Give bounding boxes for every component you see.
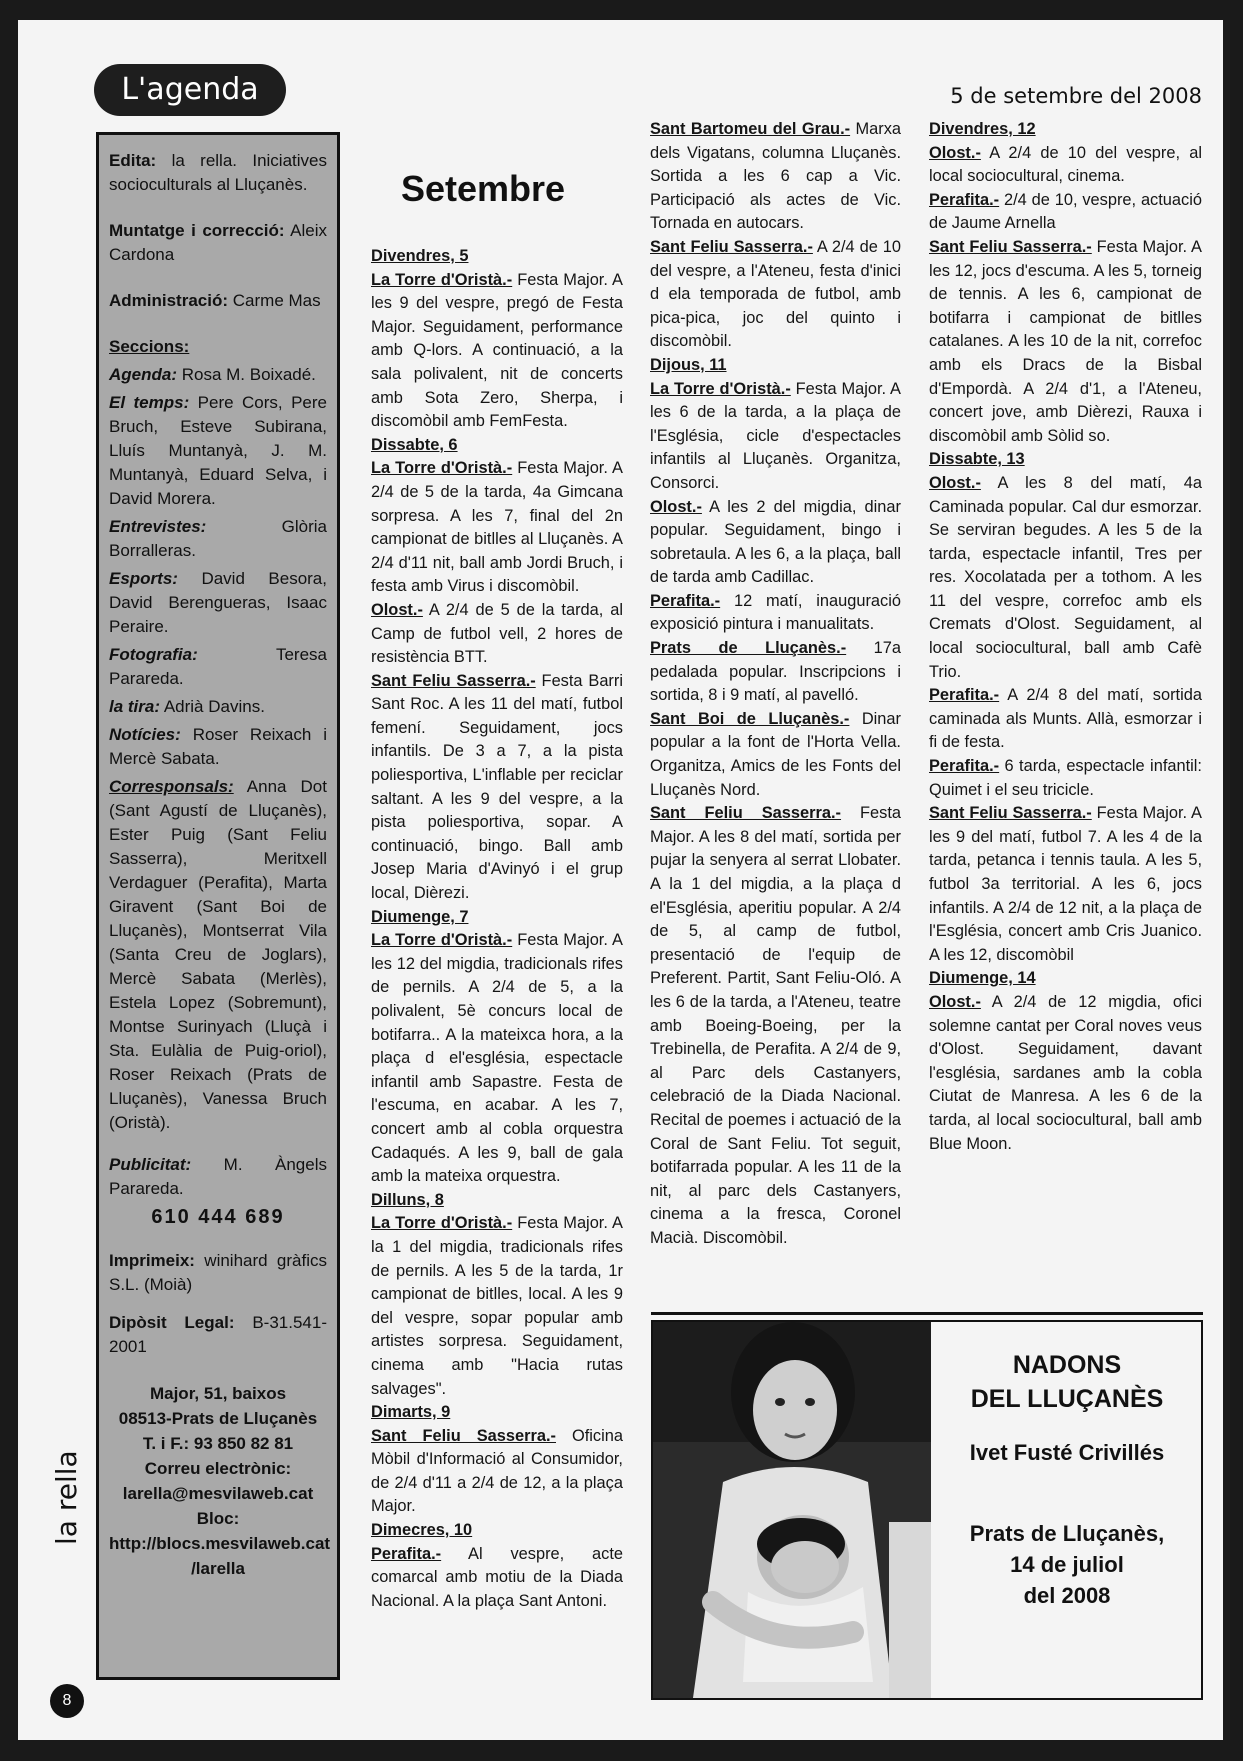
village-name: Sant Feliu Sasserra.- [650,804,842,823]
event-entry: Sant Feliu Sasserra.- Festa Barri Sant Roc. A les 11 del matí, futbol femení. Seguidament, jocs infantils. De 3 a 7, a la pista poliesportiva, L'inflable per reciclar saltant. A les 9 del vespre, a la pista poliesportiva, sopar. A continuació, bingo. Ball amb Josep Maria d'Avinyó i el grup local, Dièrezi. [371,671,623,903]
event-entry: La Torre d'Oristà.- Festa Major. A la 1 del migdia, tradicionals rifes de pernils. A les 5 de la tarda, 1r campionat de bitlles, local. A les 9 del vespre, sopar popular amb artistes sorpresa. Seguidament, cinema amb "Hacia rutas salvages". [371,1214,623,1398]
day-heading: Dimecres, 10 [371,1521,473,1540]
agenda-column-2 [650,118,901,1251]
event-entry: Olost.- A 2/4 de 10 del vespre, al local sociocultural, cinema. [929,143,1202,186]
credit-muntatge: Muntatge i correcció: Aleix Cardona [109,221,327,264]
credit-corresponsals: Corresponsals: Anna Dot (Sant Agustí de Lluçanès), Ester Puig (Sant Feliu Sasserra), Meritxell Verdaguer (Perafita), Marta Giravent (Sant Boi de Lluçanès), Montserrat Vila (Santa Creu de Joglars), Mercè Sabata (Merlès), Estela Lopez (Sobremunt), Montse Surinyach (Lluçà i Sta. Eulàlia de Puig-oriol), Roser Reixach (Prats de Lluçanès), Vanessa Bruch (Oristà). [109,777,327,1132]
address-line: larella@mesvilaweb.cat [122,1484,314,1503]
day-heading: Dijous, 11 [650,355,727,374]
day-heading: Dimarts, 9 [371,1403,451,1422]
village-name: La Torre d'Oristà.- [371,270,513,289]
day-heading: Divendres, 12 [929,120,1036,138]
village-name: Sant Boi de Lluçanès.- [650,709,850,728]
event-entry: Olost.- A 2/4 de 12 migdia, ofici solemne cantat per Coral noves veus d'Olost. Seguidament, davant l'església, sardanes amb la cobla Ciutat de Manresa. A les 6 de la tarda, al local sociocultural, ball amb Blue Moon. [929,992,1202,1153]
day-heading: Diumenge, 7 [371,907,469,926]
nadons-box [651,1320,1203,1700]
issue-date: 5 de setembre del 2008 [950,84,1202,108]
agenda-column-3 [929,118,1202,1156]
credits-box [96,132,340,1680]
event-entry: La Torre d'Oristà.- Festa Major. A les 12 del migdia, tradicionals rifes de pernils. A 2/4 de 5, a la polivalent, 5è concurs local de botifarra.. A la mateixca hora, a la plaça d el'església, espectacle infantil amb Sapastre. Festa de l'escuma, en acabar. A les 7, concert amb al cobla orquestra Cadaqués. A les 9, ball de gala amb la mateixa orquestra. [371,931,623,1186]
village-name: Perafita.- [650,591,721,610]
village-name: La Torre d'Oristà.- [371,1214,513,1233]
event-entry: Perafita.- 2/4 de 10, vespre, actuació de Jaume Arnella [929,190,1202,233]
village-name: La Torre d'Oristà.- [371,931,513,950]
event-entry: Olost.- A les 8 del matí, 4a Caminada popular. Cal dur esmorzar. Se serviran begudes. A les 5 de la tarda, espectacle infantil, Tres per res. Xocolatada per a tothom. A les 11 del vespre, correfoc amb els Cremats d'Olost. Seguidament, al local sociocultural, ball amb Cafè Trio. [929,473,1202,681]
address-line: Correu electrònic: [144,1459,292,1478]
section-credit: Esports: David Besora, David Berengueras, Isaac Peraire. [109,569,327,636]
divider-rule [651,1312,1203,1315]
village-name: Sant Feliu Sasserra.- [650,237,813,256]
village-name: Prats de Lluçanès.- [650,639,847,658]
section-credit: la tira: Adrià Davins. [109,697,265,716]
address-line: /larella [191,1559,245,1578]
village-name: Perafita.- [371,1544,442,1563]
section-credit: Entrevistes: Glòria Borralleras. [109,517,327,560]
village-name: Olost.- [929,992,981,1011]
village-name: Olost.- [371,600,423,619]
page-number: 8 [50,1684,84,1718]
event-entry: Perafita.- A 2/4 8 del matí, sortida caminada als Munts. Allà, esmorzar i fi de festa. [929,686,1202,752]
event-entry: Sant Boi de Lluçanès.- Dinar popular a la font de l'Horta Vella. Organitza, Amics de les Fonts del Lluçanès Nord. [650,709,901,799]
village-name: Perafita.- [929,686,1000,705]
section-credit: Fotografia: Teresa Parareda. [109,645,327,688]
village-name: Olost.- [929,473,981,492]
event-entry: Perafita.- Al vespre, acte comarcal amb motiu de la Diada Nacional. A la plaça Sant Antoni. [371,1544,623,1610]
event-entry: Sant Feliu Sasserra.- Oficina Mòbil d'Informació al Consumidor, de 2/4 d'11 a 2/4 de 12, a la plaça Major. [371,1426,623,1516]
advertising-phone: 610 444 689 [151,1206,285,1228]
credit-administracio: Administració: Carme Mas [109,291,321,310]
event-entry: Prats de Lluçanès.- 17a pedalada popular. Inscripcions i sortida, 8 i 9 matí, al pavelló. [650,639,901,705]
event-entry: Sant Feliu Sasserra.- Festa Major. A les 8 del matí, sortida per pujar la senyera al serrat Llobater. A la 1 del migdia, a la plaça d el'Església, aperitiu popular. A 2/4 de 5, al camp de futbol, presentació de l'equip de Preferent. Partit, Sant Feliu-Oló. A les 6 de la tarda, a l'Ateneu, teatre amb Boeing-Boeing, per la Trebinella, de Perafita. A 2/4 de 9, al Parc dels Castanyers, celebració de la Diada Nacional. Recital de poemes i actuació de la Coral de Sant Feliu. Tot seguit, botifarrada popular. A les 11 de la nit, al parc dels Castanyers, cinema a la fresca, Coronel Macià. Discomòbil. [650,804,902,1247]
village-name: La Torre d'Oristà.- [650,379,791,398]
event-entry: Sant Feliu Sasserra.- Festa Major. A les 12, jocs d'escuma. A les 5, torneig de tennis. A les 6, campionat de botifarra i campionat de bitlles catalanes. A les 10 de la nit, correfoc amb els Dracs de la Bisbal d'Empordà. A 2/4 d'1, a l'Ateneu, concert jove, amb Dièrezi, Rauxa i discomòbil amb Sòlid so. [929,237,1202,445]
section-credit: Notícies: Roser Reixach i Mercè Sabata. [109,725,327,768]
event-entry: Sant Feliu Sasserra.- Festa Major. A les 9 del matí, futbol 7. A les 4 de la tarda, petanca i tennis taula. A les 5, futbol 3a territorial. A les 6, jocs infantils. A 2/4 de 12 nit, a la plaça de l'Església, concert amb Cris Juanico. A les 12, discomòbil [929,804,1202,964]
section-credit: El temps: Pere Cors, Pere Bruch, Esteve Subirana, Lluís Muntanyà, J. M. Muntanyà, Eduard Selva, i David Morera. [109,393,327,508]
event-entry: Sant Feliu Sasserra.- A 2/4 de 10 del vespre, a l'Ateneu, festa d'inici d ela temporada de futbol, amb pica-pica, joc del quinto i discomòbil. [650,237,901,351]
day-heading: Dissabte, 6 [371,435,458,454]
birth-place-date: Prats de Lluçanès, 14 de juliol del 2008 [969,1521,1165,1608]
village-name: Olost.- [650,497,702,516]
nadons-text [933,1322,1201,1698]
day-heading: Dilluns, 8 [371,1190,444,1209]
sections-list [109,363,327,771]
village-name: Sant Feliu Sasserra.- [371,1426,556,1445]
event-entry: Sant Bartomeu del Grau.- Marxa dels Vigatans, columna Lluçanès. Sortida a les 6 cap a Vic. Participació als actes de Vic. Tornada en autocars. [650,120,902,233]
address-line: T. i F.: 93 850 82 81 [142,1434,294,1453]
day-heading: Diumenge, 14 [929,969,1036,988]
children-photo-icon [653,1322,931,1698]
event-entry: La Torre d'Oristà.- Festa Major. A 2/4 de 5 de la tarda, 4a Gimcana sorpresa. A les 7, final del 2n campionat de bitlles al Lluçanès. A 2/4 d'11 nit, ball amb Jordi Bruch, i festa amb Virus i discomòbil. [371,459,623,596]
village-name: La Torre d'Oristà.- [371,459,513,478]
contact-address [109,1381,331,1581]
credit-diposit: Dipòsit Legal: B-31.541-2001 [109,1313,327,1356]
credit-publicitat: Publicitat: M. Àngels Parareda. [109,1155,327,1198]
village-name: Sant Feliu Sasserra.- [929,804,1092,823]
event-entry: Perafita.- 6 tarda, espectacle infantil: Quimet i el seu tricicle. [929,757,1202,799]
event-entry: Olost.- A les 2 del migdia, dinar popular. Seguidament, bingo i sobretaula. A les 6, a la plaça, ball de tarda amb Cadillac. [650,497,901,587]
village-name: Perafita.- [929,757,1000,776]
magazine-page [18,20,1223,1740]
event-entry: Olost.- A 2/4 de 5 de la tarda, al Camp de futbol vell, 2 hores de resistència BTT. [371,600,623,667]
day-heading: Divendres, 5 [371,247,469,265]
event-entry: La Torre d'Oristà.- Festa Major. A les 9 del vespre, pregó de Festa Major. Seguidament, performance amb Q-lors. A continuació, a la sala polivalent, nit de concerts amb Sota Zero, Sherpa, i discomòbil amb FemFesta. [371,270,623,431]
month-title: Setembre [400,168,566,209]
baby-photo [653,1322,931,1698]
village-name: Perafita.- [929,190,1000,209]
publication-name: la rella [50,1450,83,1545]
village-name: Sant Feliu Sasserra.- [929,237,1092,256]
event-entry: La Torre d'Oristà.- Festa Major. A les 6 de la tarda, a la plaça de l'Església, cicle d'espectacles infantils al Lluçanès. Organitza, Consorci. [650,379,901,492]
agenda-column-1 [371,245,623,1613]
village-name: Olost.- [929,143,981,162]
credit-imprimeix: Imprimeix: winihard gràfics S.L. (Moià) [109,1251,327,1294]
address-line: http://blocs.mesvilaweb.cat [109,1534,331,1553]
address-line: Bloc: [196,1509,240,1528]
nadons-title: NADONS DEL LLUÇANÈS [970,1351,1164,1413]
section-credit: Agenda: Rosa M. Boixadé. [109,365,316,384]
event-entry: Perafita.- 12 matí, inauguració exposició pintura i manualitats. [650,591,901,634]
address-line: 08513-Prats de Lluçanès [118,1409,318,1428]
day-heading: Dissabte, 13 [929,450,1025,469]
village-name: Sant Feliu Sasserra.- [371,671,536,690]
village-name: Sant Bartomeu del Grau.- [650,120,851,138]
credit-edita: Edita: la rella. Iniciatives socioculturals al Lluçanès. [109,151,327,194]
sections-heading: Seccions: [109,337,190,356]
section-label: L'agenda [94,64,286,116]
address-line: Major, 51, baixos [149,1384,287,1403]
baby-name: Ivet Fusté Crivillés [969,1440,1165,1465]
